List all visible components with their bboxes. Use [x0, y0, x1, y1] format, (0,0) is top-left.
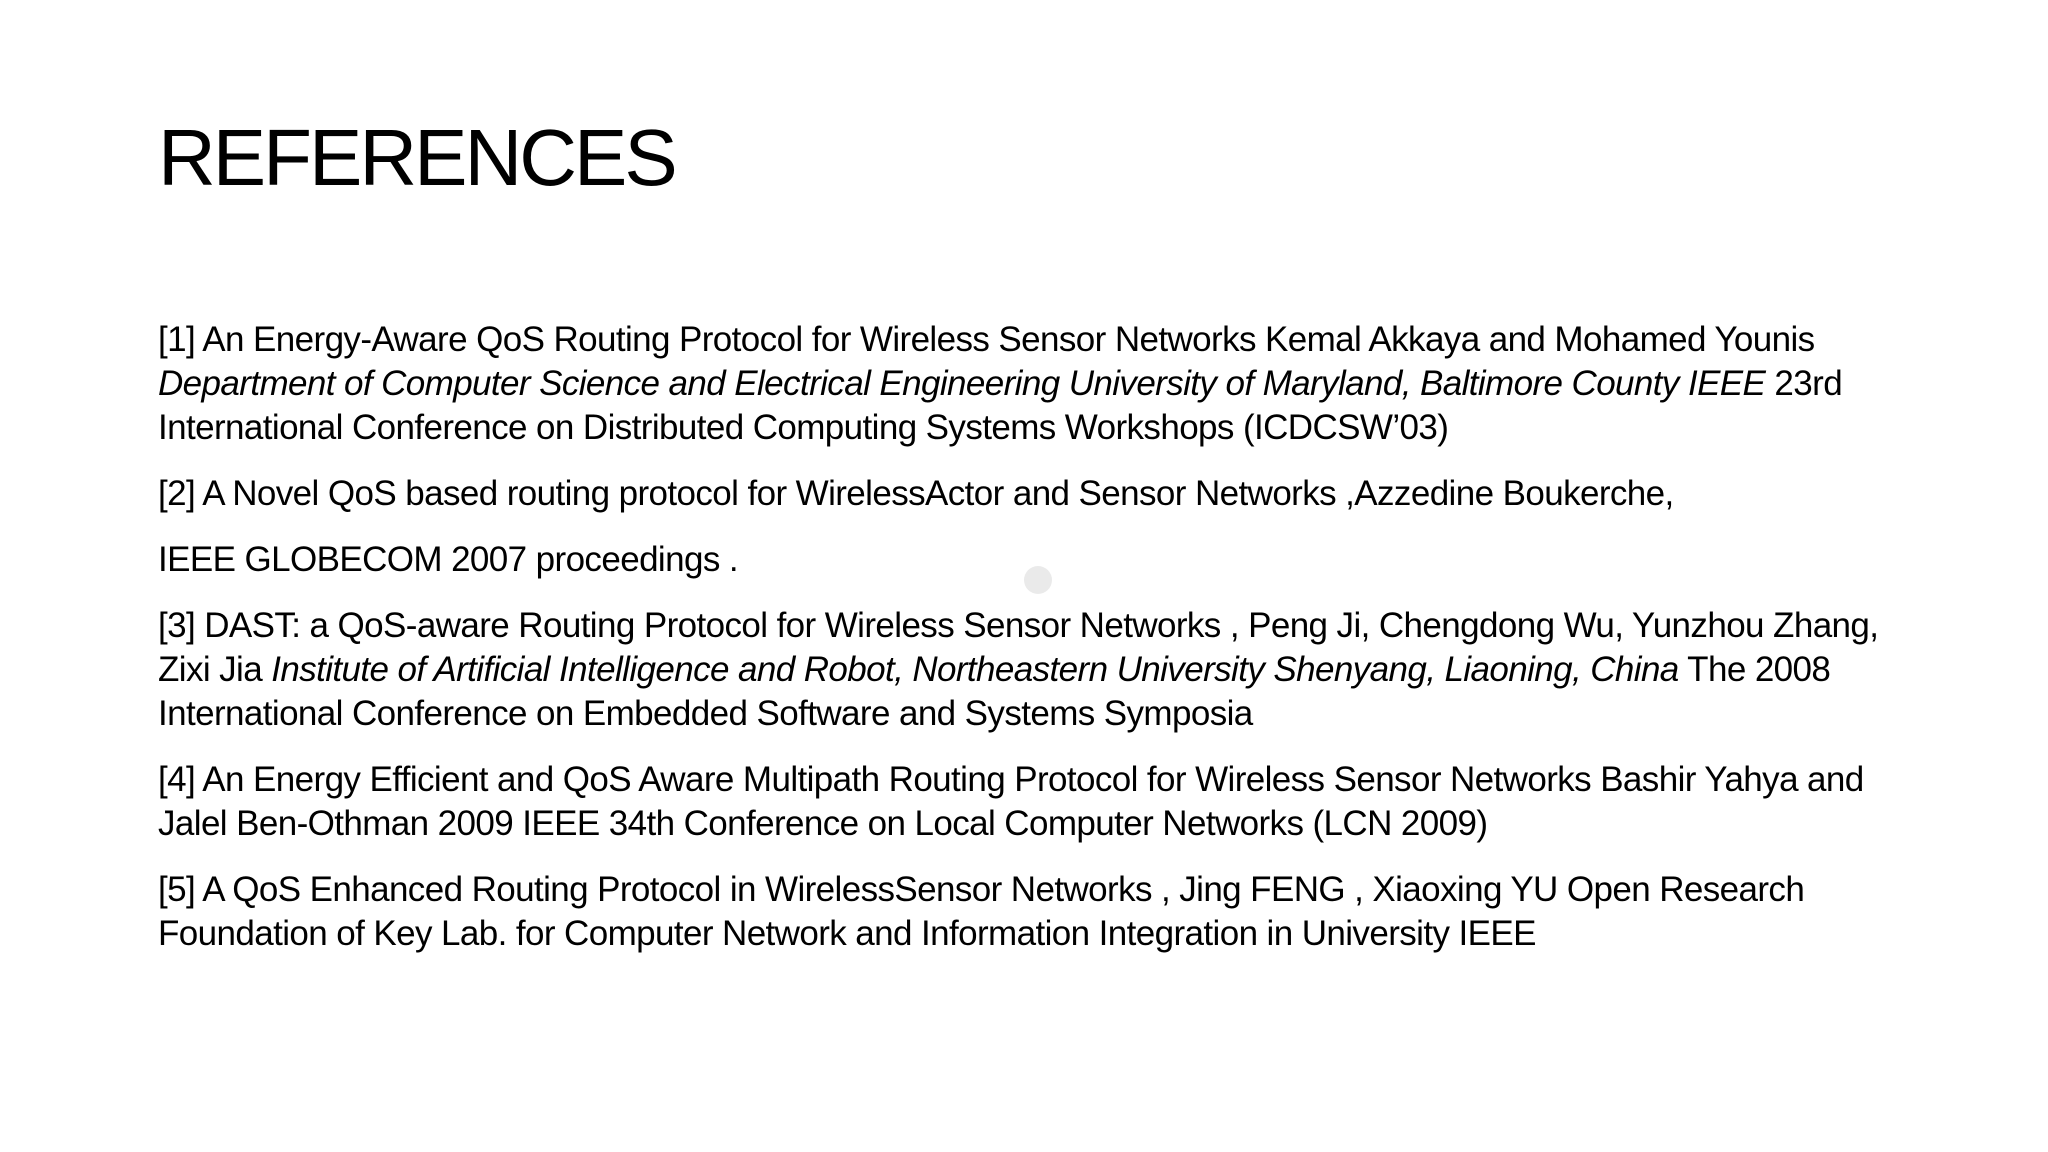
reference-2 [158, 472, 1898, 516]
cursor-highlight [1024, 566, 1052, 594]
reference-1 [158, 318, 1898, 450]
references-list [158, 318, 1898, 978]
reference-1-text: [1] An Energy-Aware QoS Routing Protocol for Wireless Sensor Networks Kemal Akkaya and Mohamed Younis [158, 320, 1815, 359]
reference-3-venue: The 2008 International Conference on Embedded Software and Systems Symposia [158, 650, 1831, 733]
reference-5-text: [5] A QoS Enhanced Routing Protocol in WirelessSensor Networks , Jing FENG , Xiaoxing YU Open Research Foundation of Key Lab. for Computer Network and Information Integration in University IEEE [158, 870, 1805, 953]
reference-1-venue: 23rd International Conference on Distributed Computing Systems Workshops (ICDCSW’03) [158, 364, 1843, 447]
reference-2-text: [2] A Novel QoS based routing protocol for WirelessActor and Sensor Networks ,Azzedine Boukerche, [158, 474, 1674, 513]
reference-4-text: [4] An Energy Efficient and QoS Aware Multipath Routing Protocol for Wireless Sensor Networks Bashir Yahya and Jalel Ben-Othman 2009 IEEE 34th Conference on Local Computer Networks (LCN 2009) [158, 760, 1864, 843]
reference-3 [158, 604, 1898, 736]
slide-title: REFERENCES [158, 113, 675, 202]
reference-1-affiliation: Department of Computer Science and Electrical Engineering University of Maryland, Baltimore County IEEE [158, 364, 1766, 403]
reference-3-affiliation: Institute of Artificial Intelligence and Robot, Northeastern University Shenyang, Liaoning, China [271, 650, 1679, 689]
reference-3-text: [3] DAST: a QoS-aware Routing Protocol for Wireless Sensor Networks , Peng Ji, Chengdong Wu, Yunzhou Zhang, Zixi Jia [158, 606, 1879, 689]
reference-5 [158, 868, 1898, 956]
reference-4 [158, 758, 1898, 846]
reference-2-proceedings-text: IEEE GLOBECOM 2007 proceedings . [158, 540, 738, 579]
